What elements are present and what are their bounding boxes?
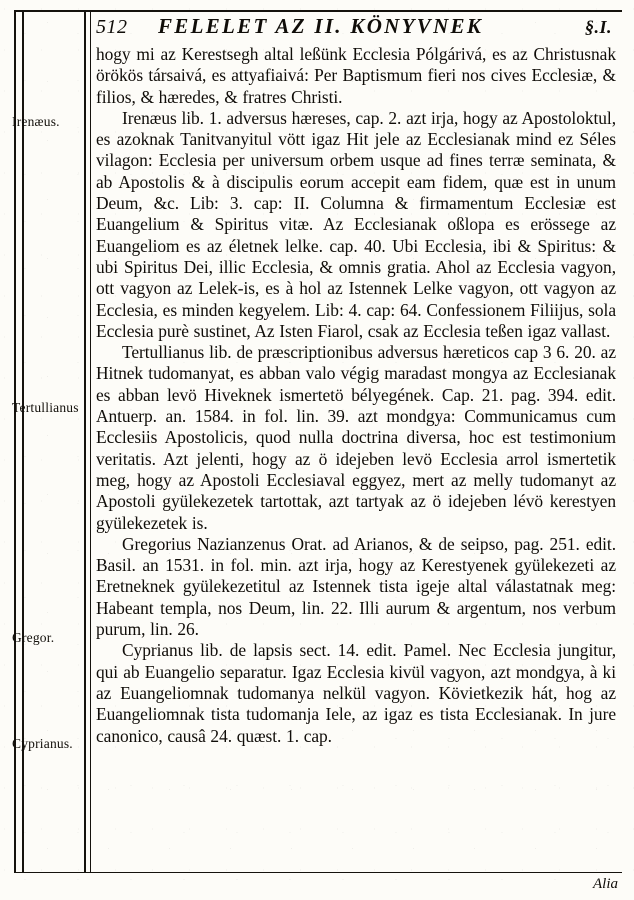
margin-note-gregor: Gregor. bbox=[12, 630, 55, 645]
running-head: FELELET AZ II. KÖNYVNEK bbox=[158, 14, 484, 38]
section-signature: §.I. bbox=[584, 17, 612, 37]
page-border-top bbox=[14, 10, 622, 12]
paragraph-tertullianus: Tertullianus lib. de præscriptionibus adversus hæreticos cap 3 6. 20. az Hitnek tudomanyat, es abban valo végig maradast mongya az Ecclesianak es abban levö Hiveknek ismertetö bélyegének. Cap. 21. pag. 394. edit. Antuerp. an. 1584. in fol. lin. 39. azt mondgya: Communicamus cum Ecclesiis Apostolicis, quod nulla doctrina diversa, hoc est testimonium veritatis. Azt jelenti, hogy az ö idejeben levö Ecclesia arrol ismertetik meg, hogy az Apostoli Ecclesiaval eggyez, mert az melly tudomanyt az Apostoli gyülekezetek tartottak, azt tartyak az ö idejeben lévö kerestyen gyülekezetek is. bbox=[96, 342, 616, 533]
paragraph-gregorius: Gregorius Nazianzenus Orat. ad Arianos, & de seipso, pag. 251. edit. Basil. an 1531. in fol. min. azt irja, hogy az Kerestyenek gyülekezeti az Eretneknek gyülekezetitul az Istennek tista igeje altal válastatnak meg: Habeant templa, nos Deum, lin. 22. Illi aurum & argentum, nos verbum purum, lin. 26. bbox=[96, 533, 616, 640]
paragraph-cyprianus: Cyprianus lib. de lapsis sect. 14. edit. Pamel. Nec Ecclesia jungitur, qui ab Euangelio separatur. Igaz Ecclesia kivül vagyon, azt mondgya, à ki az Euangeliomnak tudomanya nelkül vagyon. Kövietkezik hát, hog az Euangeliomnak tista tudomanja Iele, az igaz es tista Ecclesianak. In jure canonico, causâ 24. quæst. 1. cap. bbox=[96, 640, 616, 746]
page-header bbox=[96, 14, 614, 42]
margin-note-irenaeus: Irenæus. bbox=[12, 114, 60, 129]
page-body bbox=[96, 44, 616, 747]
margin-column-rule-secondary bbox=[90, 10, 91, 872]
folio-number: 512 bbox=[96, 16, 128, 38]
margin-note-tertullianus: Tertullianus bbox=[12, 400, 79, 415]
paragraph-continuation: hogy mi az Kerestsegh altal leßünk Ecclesia Pólgárivá, es az Christusnak örökös társaivá, es attyafiaivá: Per Baptismum fieri nos cives Ecclesiæ, & filios, & hæredes, & fratres Christi. bbox=[96, 44, 616, 107]
margin-note-cyprianus: Cyprianus. bbox=[12, 736, 73, 751]
paragraph-irenaeus: Irenæus lib. 1. adversus hæreses, cap. 2. azt irja, hogy az Apostoloktul, es azoknak Tanitvanyitul vött igaz Hit jele az Ecclesianak mind ez Séles vilagon: Ecclesia per universum orbem usque ad fines terræ seminata, & ab Apostolis & à discipulis eorum accepit eam fidem, quæ est in unum Deum, &c. Lib: 3. cap: II. Columna & firmamentum Ecclesiæ est Euangelium & Spiritus vitæ. Az Ecclesianak oßlopa es erössege az Euangeliom es az életnek lelke. cap. 40. Ubi Ecclesia, ibi & Spiritus: & ubi Spiritus Dei, illic Ecclesia, & omnis gratia. Ahol az Ecclesia vagyon, ott vagyon az Lelek-is, es à hol az Istennek Lelke vagyon, ott vagyon az Ecclesia, es minden kegyelem. Lib: 4. cap: 64. Confessionem Filiijus, sola Ecclesia purè sustinet, Az Isten Fiarol, csak az Ecclesia teßen igaz vallast. bbox=[96, 107, 616, 341]
page-border-bottom bbox=[14, 872, 622, 873]
catchword: Alia bbox=[593, 876, 618, 892]
